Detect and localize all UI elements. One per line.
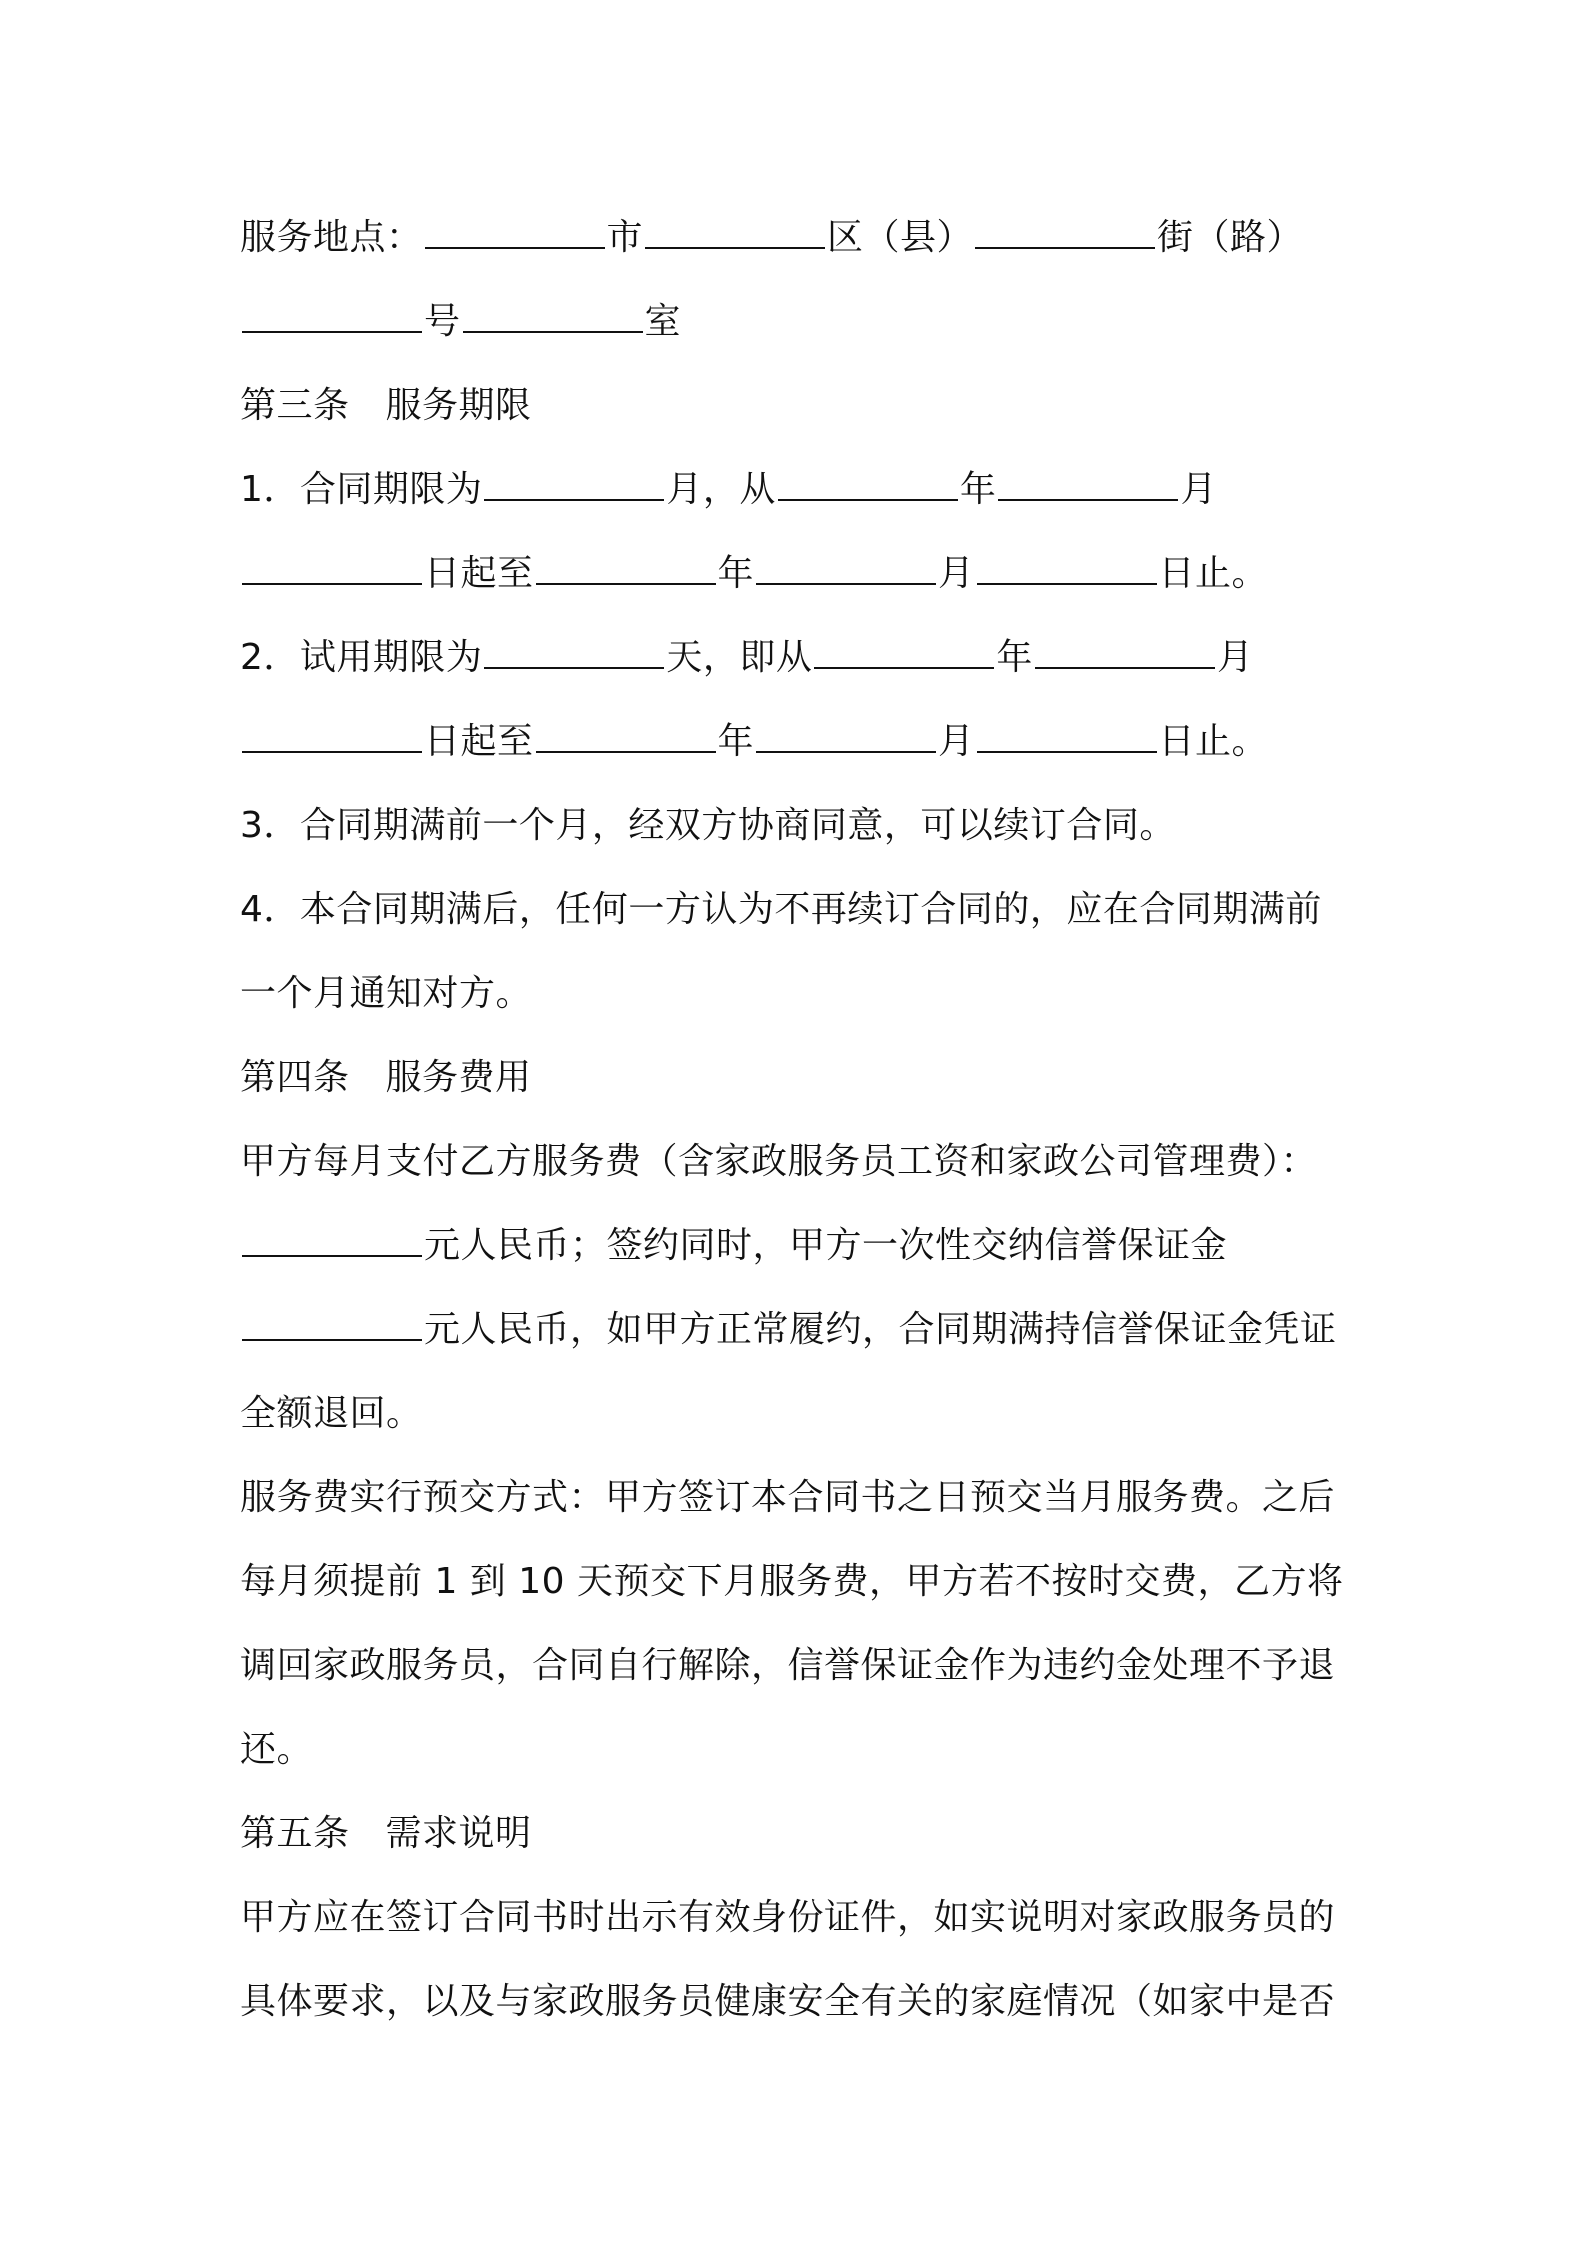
text-segment: 元人民币；签约同时，甲方一次性交纳信誉保证金 bbox=[424, 1225, 1228, 1266]
article3-heading bbox=[240, 364, 1360, 448]
text-segment: 年 bbox=[959, 469, 997, 510]
article3-item2-line1 bbox=[240, 616, 1360, 700]
text-segment: 日止。 bbox=[1158, 553, 1269, 594]
text-segment: 天，即从 bbox=[666, 637, 813, 678]
fill-blank bbox=[778, 469, 958, 501]
article5-heading bbox=[240, 1792, 1360, 1876]
text-segment: 年 bbox=[717, 721, 755, 762]
address-label: 服务地点： bbox=[240, 217, 423, 258]
fill-blank bbox=[242, 1225, 422, 1257]
article3-item3: 3．合同期满前一个月，经双方协商同意，可以续订合同。 bbox=[240, 805, 1176, 846]
article4-p1-line1: 甲方每月支付乙方服务费（含家政服务员工资和家政公司管理费）： bbox=[240, 1141, 1318, 1182]
text-segment: 元人民币，如甲方正常履约，合同期满持信誉保证金凭证 bbox=[424, 1309, 1337, 1350]
article4-p2-line2: 每月须提前 1 到 10 天预交下月服务费，甲方若不按时交费，乙方将 bbox=[240, 1561, 1344, 1602]
article4-p2-line1: 服务费实行预交方式：甲方签订本合同书之日预交当月服务费。之后 bbox=[240, 1477, 1336, 1518]
text-segment: 年 bbox=[717, 553, 755, 594]
fill-blank bbox=[536, 721, 716, 753]
text-segment: 年 bbox=[996, 637, 1033, 678]
text-segment: 月 bbox=[938, 553, 975, 594]
article4-heading bbox=[240, 1036, 1360, 1120]
address-line-1 bbox=[240, 196, 1360, 280]
fill-blank bbox=[242, 721, 422, 753]
fill-blank bbox=[756, 721, 936, 753]
article5-title: 需求说明 bbox=[385, 1813, 532, 1854]
fill-blank bbox=[1035, 637, 1215, 669]
text-segment: 月 bbox=[938, 721, 975, 762]
article3-item1-line1 bbox=[240, 448, 1360, 532]
fill-blank bbox=[484, 469, 664, 501]
article4-p1-line2 bbox=[240, 1204, 1360, 1288]
article5-p1-line1: 甲方应在签订合同书时出示有效身份证件，如实说明对家政服务员的 bbox=[240, 1897, 1336, 1938]
address-street: 街（路） bbox=[1157, 217, 1304, 258]
article4-p2-line4: 还。 bbox=[240, 1729, 314, 1770]
fill-blank bbox=[977, 721, 1157, 753]
text-segment: 日起至 bbox=[424, 721, 534, 762]
contract-page bbox=[240, 196, 1360, 2044]
article3-item2-line2 bbox=[240, 700, 1360, 784]
text-segment: 月 bbox=[1216, 637, 1254, 678]
article3-item4-line1: 4．本合同期满后，任何一方认为不再续订合同的，应在合同期满前 bbox=[240, 889, 1322, 930]
fill-blank bbox=[484, 637, 664, 669]
text-segment: 月，从 bbox=[666, 469, 776, 510]
article3-item1-line2 bbox=[240, 532, 1360, 616]
article3-title: 服务期限 bbox=[385, 385, 532, 426]
address-district: 区（县） bbox=[827, 217, 974, 258]
article3-number: 第三条 bbox=[240, 385, 350, 426]
text-segment: 2．试用期限为 bbox=[240, 637, 483, 678]
fill-blank bbox=[242, 301, 422, 333]
fill-blank bbox=[756, 553, 936, 585]
address-room: 室 bbox=[644, 301, 682, 342]
fill-blank bbox=[425, 217, 605, 249]
fill-blank bbox=[463, 301, 643, 333]
article4-p1-line4: 全额退回。 bbox=[240, 1393, 423, 1434]
fill-blank bbox=[977, 553, 1157, 585]
fill-blank bbox=[242, 1309, 422, 1341]
fill-blank bbox=[242, 553, 422, 585]
fill-blank bbox=[975, 217, 1155, 249]
fill-blank bbox=[536, 553, 716, 585]
article4-title: 服务费用 bbox=[385, 1057, 532, 1098]
text-segment: 1．合同期限为 bbox=[240, 469, 483, 510]
article3-item4-line2: 一个月通知对方。 bbox=[240, 973, 533, 1014]
address-city: 市 bbox=[606, 217, 644, 258]
address-number: 号 bbox=[424, 301, 461, 342]
article4-p1-line3 bbox=[240, 1288, 1360, 1372]
article5-number: 第五条 bbox=[240, 1813, 350, 1854]
fill-blank bbox=[814, 637, 994, 669]
text-segment: 日止。 bbox=[1158, 721, 1269, 762]
article4-number: 第四条 bbox=[240, 1057, 350, 1098]
fill-blank bbox=[998, 469, 1178, 501]
text-segment: 月 bbox=[1180, 469, 1217, 510]
fill-blank bbox=[645, 217, 825, 249]
text-segment: 日起至 bbox=[424, 553, 534, 594]
address-line-2 bbox=[240, 280, 1360, 364]
article4-p2-line3: 调回家政服务员，合同自行解除，信誉保证金作为违约金处理不予退 bbox=[240, 1645, 1336, 1686]
article5-p1-line2: 具体要求，以及与家政服务员健康安全有关的家庭情况（如家中是否 bbox=[240, 1981, 1336, 2022]
